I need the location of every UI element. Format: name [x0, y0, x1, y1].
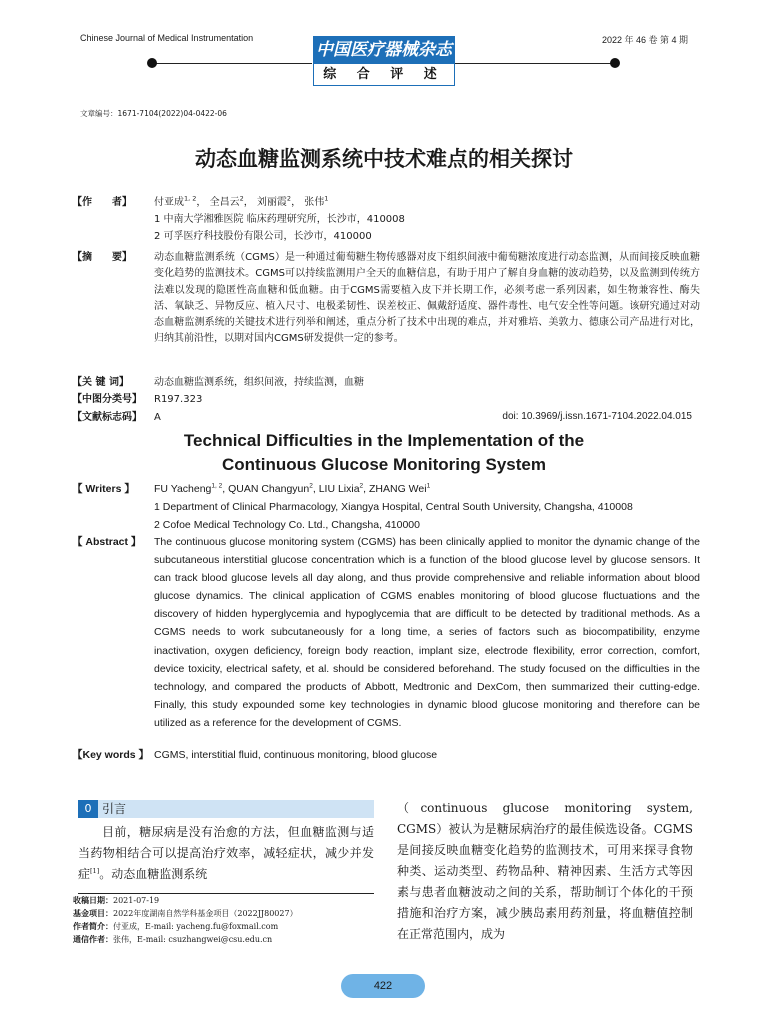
body-left-column: [78, 822, 374, 885]
journal-logo-text: 中国医疗器械杂志: [314, 37, 454, 64]
footnote-text: 2021-07-19: [113, 896, 160, 905]
body-right-column: （continuous glucose monitoring system, CGMS）被认为是糖尿病治疗的最佳候选设备。CGMS是间接反映血糖变化趋势的监测技术，可用来探寻食物种类、运动类型、药物品种、精神因素、生活方式等因素与患者血糖波动之间的关系，帮助制订个体化的干预措施和治疗方案，减少胰岛素用药剂量，将血糖值控制在正常范围内，成为: [397, 801, 693, 941]
citation-ref: [1]: [90, 867, 100, 875]
doc-code: A: [154, 412, 161, 423]
en-writers: [154, 480, 700, 498]
zh-keywords: 动态血糖监测系统，组织间液，持续监测，血糖: [154, 377, 364, 388]
title-en-line-2: Continuous Glucose Monitoring System: [222, 455, 546, 474]
section-number: 0: [78, 800, 98, 818]
clc-number: R197.323: [154, 394, 203, 405]
writer-sup: 2: [309, 482, 313, 490]
title-en: [0, 429, 768, 477]
author-sep: ，: [291, 197, 302, 208]
header-rule-left: [152, 63, 312, 64]
author-name: 刘丽霞: [256, 197, 287, 208]
en-abstract-label: 【 Abstract 】: [72, 536, 142, 548]
en-keywords-label: 【Key words 】: [72, 749, 150, 761]
issue-info: 2022 年 46 卷 第 4 期: [601, 35, 688, 45]
title-en-line-1: Technical Difficulties in the Implementation of the: [183, 431, 585, 450]
author-sup: 2: [239, 194, 244, 203]
footnote-corresponding: [73, 933, 383, 946]
writer-name: ZHANG Wei: [369, 483, 427, 495]
title-zh: 动态血糖监测系统中技术难点的相关探讨: [195, 147, 573, 171]
footnote-text: 张伟，E-mail: csuzhangwei@csu.edu.cn: [113, 935, 273, 944]
section-title: 引言: [102, 802, 127, 816]
zh-affiliation-1: 1 中南大学湘雅医院 临床药理研究所，长沙市，410008: [154, 214, 405, 225]
footnote-label: 基金项目：: [73, 908, 113, 918]
writer-sep: ,: [363, 483, 370, 495]
zh-abstract-label: 【摘 要】: [72, 252, 132, 263]
column-label: 综 合 评 述: [323, 67, 445, 82]
body-text: 目前，糖尿病是没有治愈的方法，但血糖监测与适当药物相结合可以提高治疗效率，减轻症状，减少并发症: [78, 825, 374, 881]
doc-code-label: 【文献标志码】: [72, 412, 142, 423]
header-rule-right: [455, 63, 615, 64]
writer-name: FU Yacheng: [154, 483, 212, 495]
journal-logo: [313, 36, 455, 86]
header-dot-left: [147, 58, 157, 68]
header-dot-right: [610, 58, 620, 68]
footnote-received: [73, 894, 383, 907]
writer-sep: ,: [222, 483, 229, 495]
zh-keywords-label: 【关 键 词】: [72, 377, 129, 388]
writer-sup: 2: [359, 482, 364, 490]
en-writers-label: 【 Writers 】: [72, 483, 135, 495]
page-number: 422: [341, 974, 425, 998]
en-affiliation-1: 1 Department of Clinical Pharmacology, Xiangya Hospital, Central South University, Changsha, 410008: [154, 501, 633, 513]
footnote-text: 2022年度湖南自然学科基金项目（2022JJ80027）: [113, 909, 298, 918]
author-sup: 1, 2: [184, 194, 197, 203]
zh-affiliation-2: 2 可孚医疗科技股份有限公司，长沙市，410000: [154, 231, 372, 242]
writer-sup: 1, 2: [211, 482, 223, 490]
en-keywords: CGMS, interstitial fluid, continuous monitoring, blood glucose: [154, 749, 438, 761]
zh-authors: [154, 195, 700, 211]
footnote-author: [73, 920, 383, 933]
footnotes: [73, 894, 383, 946]
author-name: 全昌云: [209, 197, 240, 208]
footnote-text: 付亚成，E-mail: yacheng.fu@foxmail.com: [113, 922, 279, 931]
doi: doi: 10.3969/j.issn.1671-7104.2022.04.015: [502, 411, 692, 422]
en-affiliation-2: 2 Cofoe Medical Technology Co. Ltd., Changsha, 410000: [154, 519, 420, 531]
journal-name-en: Chinese Journal of Medical Instrumentation: [80, 33, 254, 43]
article-number: 文章编号：1671-7104(2022)04-0422-06: [80, 109, 227, 118]
footnote-fund: [73, 907, 383, 920]
writer-name: LIU Lixia: [318, 483, 360, 495]
author-sup: 1: [324, 194, 329, 203]
zh-abstract: 动态血糖监测系统（CGMS）是一种通过葡萄糖生物传感器对皮下组织间液中葡萄糖浓度进行动态监测，从而间接反映血糖变化趋势的监测技术。CGMS可以持续监测用户全天的血糖信息，有助于用户了解自身血糖的波动趋势，以及监测到传统方法难以发现的隐匿性高血糖和低血糖。由于CGMS需要植入皮下并长期工作，必须考虑一系列因素，如生物兼容性、酶失活、氧缺乏、异物反应、植入尺寸、电极柔韧性、误差校正、佩戴舒适度、器件毒性、电气安全性等问题。该研究通过对动态血糖监测系统的关键技术进行列举和阐述，重点分析了技术中出现的难点，并对雅培、美敦力、德康公司产品进行对比，归纳其前沿性，以期对国内CGMS研发提供一定的参考。: [154, 252, 700, 345]
writer-sup: 1: [426, 482, 431, 490]
writer-name: QUAN Changyun: [228, 483, 310, 495]
footnote-label: 通信作者：: [73, 934, 113, 944]
author-sep: ，: [243, 197, 254, 208]
body-text: 。动态血糖监测系统: [99, 867, 208, 881]
author-name: 付亚成: [154, 197, 184, 208]
writer-sep: ,: [312, 483, 319, 495]
clc-label: 【中图分类号】: [72, 394, 142, 405]
zh-authors-label: 【作 者】: [72, 197, 132, 208]
author-sep: ，: [196, 197, 207, 208]
author-sup: 2: [286, 194, 292, 203]
en-abstract: The continuous glucose monitoring system (CGMS) has been clinically applied to monitor the dynamic change of the subcutaneous interstitial glucose concentration which is a function of the blood glucose level by glucose sensors. It can track blood glucose levels all day along, and thus provide comprehensive and reliable information about blood glucose dynamics. The clinical application of CGMS enables monitoring of blood glucose fluctuations and the discovery of hidden hyperglycemia and hypoglycemia that are difficult to be detected by traditional methods. As a CGMS needs to work subcutaneously for a long time, a series of factors such as biocompatibility, enzyme inactivation, oxygen deficiency, foreign body reaction, implant size, electrode flexibility, error correction, comfort, device toxicity, electrical safety, et al. should be considered beforehand. The study focused on the difficulties in the technology, and compared the products of Abbott, Medtronic and DexCom, then summarized their cutting-edge. Finally, this study expounded some key technologies in dynamic blood glucose monitoring and therefore can be utilized as a reference for the development of CGMS.: [154, 536, 700, 729]
footnote-label: 收稿日期：: [73, 895, 113, 905]
footnote-label: 作者简介：: [73, 921, 113, 931]
author-name: 张伟: [304, 197, 325, 208]
